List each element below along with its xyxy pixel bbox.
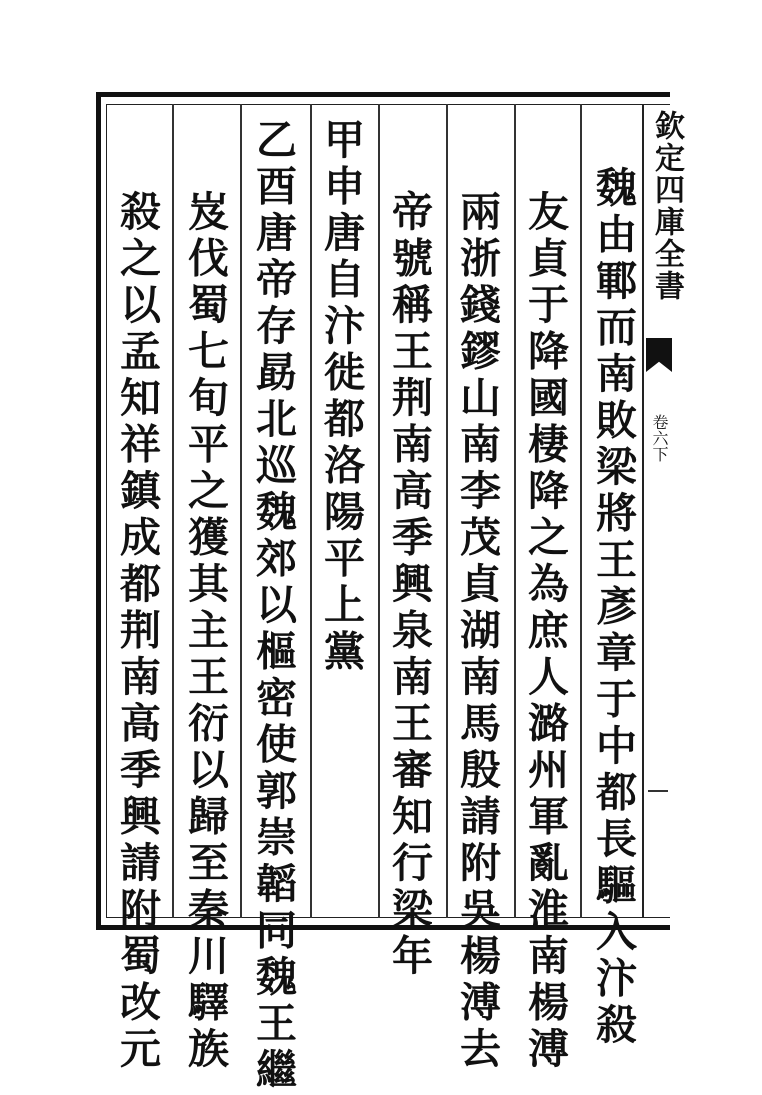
column-rule (514, 104, 516, 918)
text-column-2: 友貞于降國棲降之為庶人潞州軍亂淮南楊溥 (521, 190, 569, 1074)
banxin-title: 欽定四庫全書 (649, 110, 684, 302)
column-rule (580, 104, 582, 918)
column-rule (240, 104, 242, 918)
column-rule (172, 104, 174, 918)
text-column-7: 岌伐蜀七旬平之獲其主王衍以歸至秦川驛族 (181, 190, 229, 1074)
text-column-4: 帝號稱王荆南高季興泉南王審知行梁年 (385, 190, 433, 981)
text-column-3: 兩浙錢鏐山南李茂貞湖南馬殷請附吳楊溥去 (453, 190, 501, 1074)
banxin-tick (648, 790, 668, 792)
column-rule (378, 104, 380, 918)
text-column-1: 魏由鄆而南敗梁將王彥章于中都長驅入汴殺 (589, 166, 637, 1050)
banxin-border (642, 104, 644, 918)
text-column-8: 殺之以孟知祥鎮成都荆南高季興請附蜀改元 (113, 190, 161, 1074)
column-rule (310, 104, 312, 918)
text-column-6: 乙酉唐帝存勗北巡魏郊以樞密使郭崇韜同魏王繼 (249, 118, 297, 1095)
column-rule (446, 104, 448, 918)
text-column-5: 甲申唐自汴徙都洛陽平上黨 (317, 118, 365, 676)
juan-label: 卷六下 (650, 414, 669, 462)
